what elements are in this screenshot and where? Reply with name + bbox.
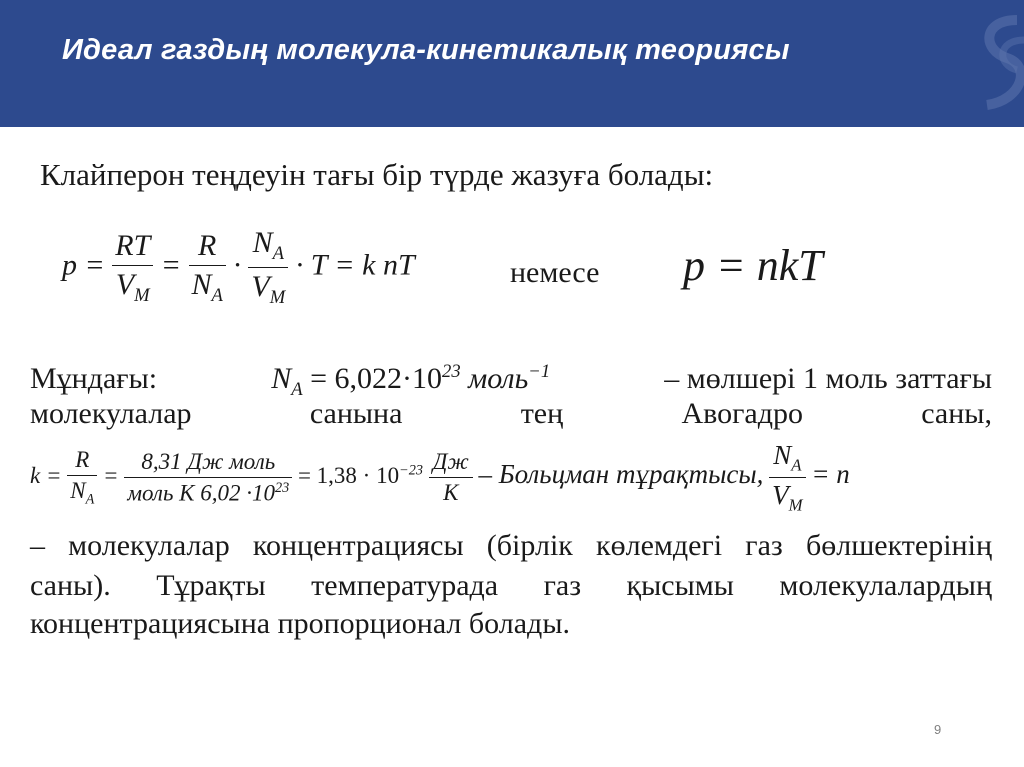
line-4: саны). Тұрақты температурада газ қысымы молекулалардың: [30, 569, 992, 602]
short-equation: p = nkT: [683, 241, 823, 290]
line1-rest: – мөлшері 1 моль заттағы: [664, 362, 992, 395]
eq-dot-1: ·: [233, 248, 241, 282]
slide-title: Идеал газдың молекула-кинетикалық теориясы: [62, 34, 790, 66]
line-3: – молекулалар концентрациясы (бірлік көлемдегі газ бөлшектерінің: [30, 529, 992, 562]
fraction-na-vm: [248, 226, 288, 309]
line2-word-5: саны,: [921, 397, 992, 430]
eq-a2-sub: A: [272, 243, 284, 264]
fraction-units: $\frac{\text{8,31 Дж моль}}{моль К 6,02 \cdot 10^{23}}$: [124, 449, 292, 507]
eq-m2-sub: M: [269, 287, 286, 308]
line2-word-4: Авогадро: [681, 397, 803, 430]
fraction-na-vm-n: $\frac{N_A}{V_M}$: [769, 440, 805, 516]
n-eq: = n: [811, 459, 850, 490]
clapeyron-equation: [62, 226, 415, 309]
eq-dot-2: ·: [295, 248, 304, 282]
avogadro-formula: $N_A = 6,022\cdot 10^{23}$ моль$^{-1}$: [271, 361, 551, 400]
eq-equals-3: =: [334, 248, 355, 282]
eq-r: R: [189, 229, 226, 266]
line-5: концентрациясына пропорционал болады.: [30, 607, 570, 640]
fraction-rt-vm: [112, 229, 153, 307]
line-2: [30, 394, 992, 434]
k-result: = 1,38 · 10: [297, 463, 400, 489]
eq-m-sub: M: [134, 284, 150, 306]
line2-word-2: санына: [309, 397, 403, 430]
page-number: 9: [934, 722, 942, 737]
eq-v: V: [115, 267, 135, 301]
fraction-r-na: [189, 229, 226, 307]
fraction-j-k: $\frac{Дж}{К}$: [429, 449, 473, 506]
eq-v2: V: [251, 270, 270, 303]
eq-equals-1: =: [84, 248, 105, 282]
slide-header: [0, 0, 1024, 127]
fraction-r-na-k: $\frac{R}{N_A}$: [67, 447, 97, 509]
eq-p: p: [62, 248, 77, 282]
eq-t: T: [310, 248, 327, 282]
line1-prefix: Мұндағы:: [30, 362, 158, 395]
boltzmann-line: k = $\frac{R}{N_A}$ = $\frac{\text{8,31 Дж моль}}{моль К 6,02 \cdot 10^{23}}$ = $1,38 \cdot 10^{-23}$ $\frac{Дж}{К}$ – Больцман тұрақтысы, $\frac{N_A}{V_M}$ = n: [30, 440, 850, 515]
line2-word-3: тең: [520, 397, 564, 430]
eq-equals-2: =: [160, 248, 182, 282]
or-word: немесе: [510, 256, 600, 289]
k-eq: k =: [30, 463, 62, 489]
eq-a-sub: A: [211, 284, 223, 306]
eq-knt: k nT: [362, 248, 415, 282]
line2-word-1: молекулалар: [30, 397, 192, 430]
intro-text: Клайперон теңдеуін тағы бір түрде жазуға болады:: [40, 157, 714, 192]
logo-icon: [962, 10, 1024, 120]
boltzmann-label: – Больцман тұрақтысы,: [478, 459, 764, 490]
eq-n: N: [191, 267, 212, 301]
eq-rt: RT: [112, 229, 153, 266]
eq-n2: N: [252, 226, 273, 259]
